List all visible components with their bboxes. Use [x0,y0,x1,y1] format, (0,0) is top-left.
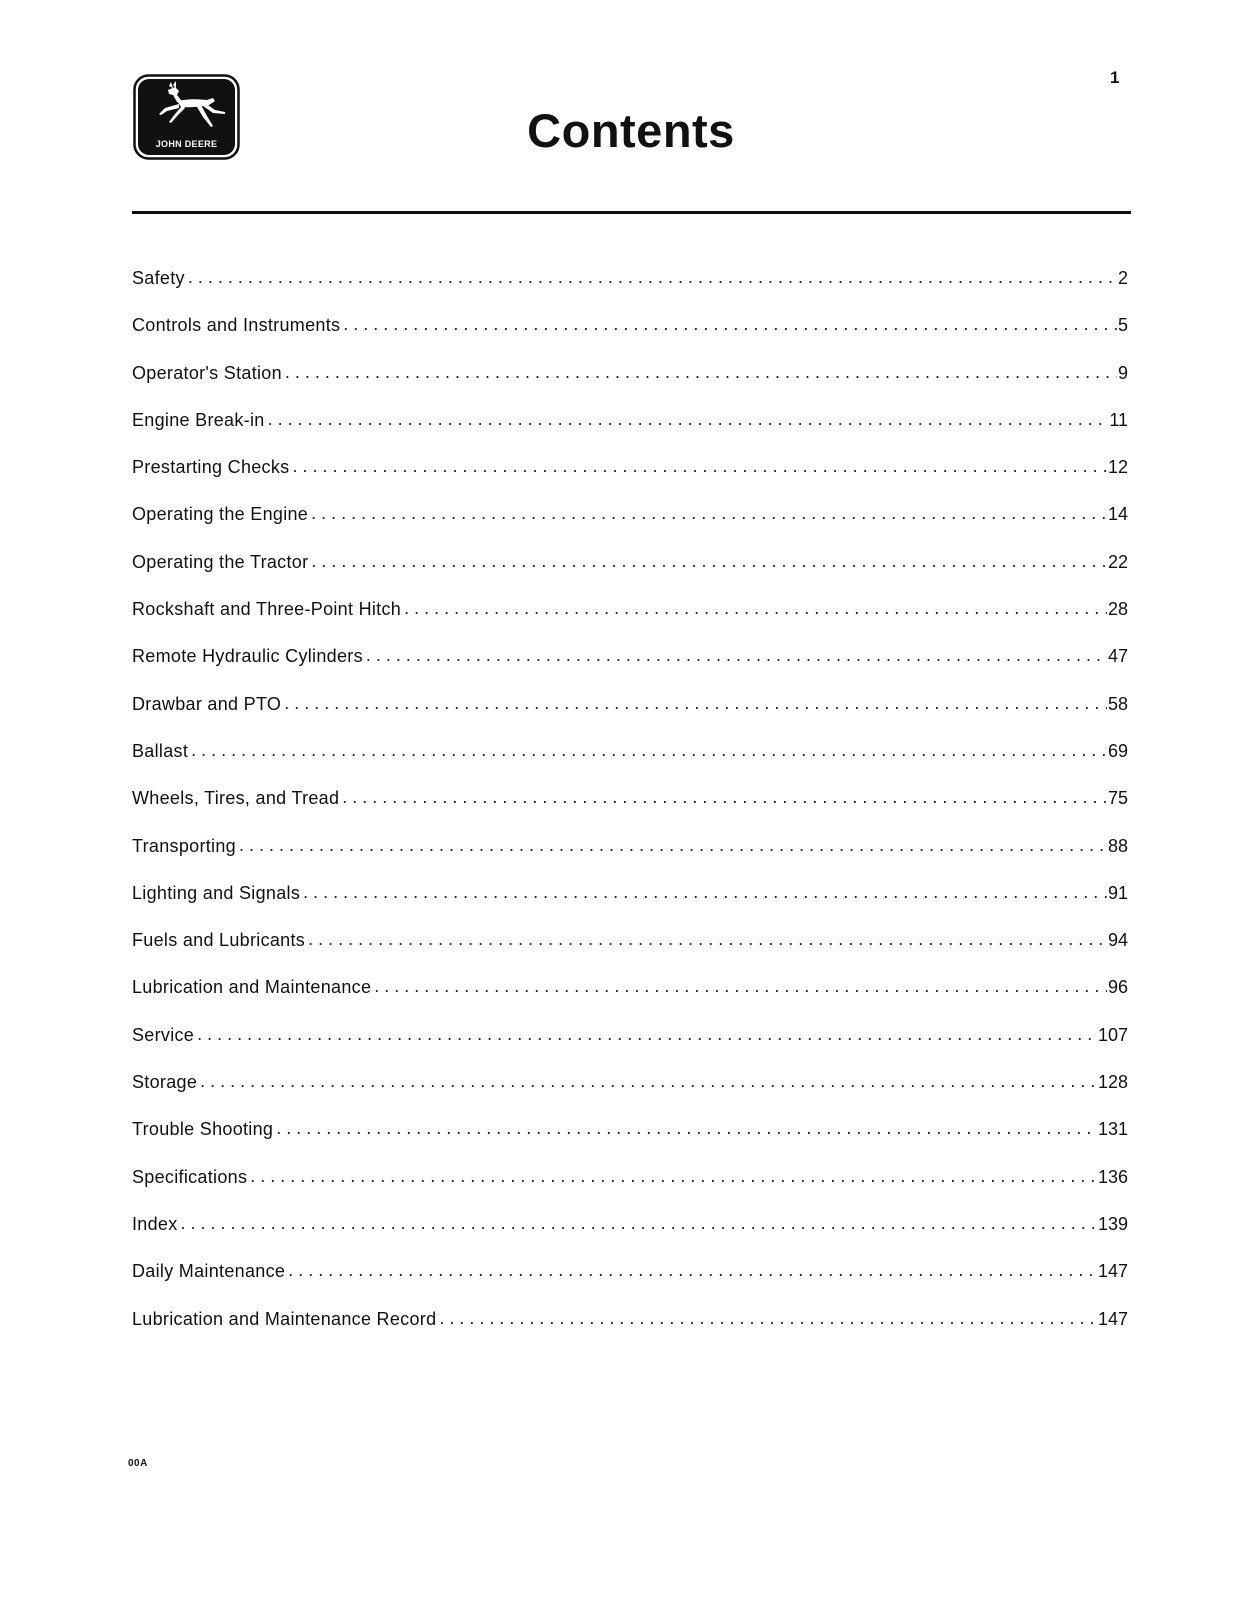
dot-leader [284,690,1107,716]
toc-entry-title: Transporting [132,835,236,856]
dot-leader [292,453,1107,479]
toc-entry[interactable] [132,360,1128,407]
dot-leader [188,264,1117,290]
dot-leader [288,1257,1097,1283]
toc-entry-page: 136 [1097,1166,1128,1187]
toc-entry-page: 2 [1117,268,1128,288]
toc-entry-title: Storage [132,1072,198,1093]
toc-entry-page: 9 [1117,362,1128,383]
toc-entry[interactable] [132,643,1128,690]
toc-entry[interactable] [132,1211,1128,1258]
toc-entry-page: 28 [1107,599,1128,620]
toc-entry-page: 14 [1107,504,1128,525]
toc-entry[interactable] [132,501,1128,548]
title-divider [132,211,1131,214]
toc-entry[interactable] [132,1306,1128,1353]
toc-entry-title: Controls and Instruments [132,315,341,336]
toc-entry[interactable] [132,265,1128,312]
toc-entry[interactable] [132,1116,1128,1163]
dot-leader [342,784,1107,810]
toc-entry-page: 47 [1107,646,1128,667]
toc-entry-title: Index [132,1213,178,1234]
dot-leader [311,500,1107,526]
dot-leader [311,548,1107,574]
dot-leader [374,973,1107,999]
toc-entry[interactable] [132,1022,1128,1069]
toc-entry-page: 11 [1109,409,1128,430]
dot-leader [285,359,1117,385]
toc-entry-title: Wheels, Tires, and Tread [132,788,340,809]
toc-entry[interactable] [132,596,1128,643]
table-of-contents [132,265,1128,1353]
toc-entry-page: 131 [1097,1119,1128,1140]
toc-entry-title: Lubrication and Maintenance Record [132,1308,437,1329]
toc-entry[interactable] [132,454,1128,501]
toc-entry-title: Operating the Engine [132,504,309,525]
toc-entry-title: Operating the Tractor [132,551,309,572]
toc-entry-page: 12 [1107,457,1128,478]
dot-leader [268,406,1109,432]
dot-leader [191,737,1107,763]
toc-entry-title: Safety [132,268,185,288]
toc-entry-page: 147 [1097,1308,1128,1329]
toc-entry-title: Daily Maintenance [132,1261,286,1282]
toc-entry[interactable] [132,312,1128,359]
dot-leader [239,832,1107,858]
toc-entry-page: 91 [1107,882,1128,903]
toc-entry[interactable] [132,1258,1128,1305]
toc-entry-page: 128 [1097,1072,1128,1093]
dot-leader [404,595,1107,621]
dot-leader [303,879,1107,905]
dot-leader [308,926,1107,952]
toc-entry-title: Trouble Shooting [132,1119,274,1140]
toc-entry-title: Specifications [132,1166,248,1187]
toc-entry[interactable] [132,738,1128,785]
toc-entry-page: 147 [1097,1261,1128,1282]
toc-entry-page: 88 [1107,835,1128,856]
toc-entry-page: 58 [1107,693,1128,714]
toc-entry-title: Drawbar and PTO [132,693,282,714]
toc-entry[interactable] [132,691,1128,738]
toc-entry-title: Ballast [132,740,189,761]
toc-entry[interactable] [132,974,1128,1021]
logo-text: JOHN DEERE [155,139,218,149]
page-number: 1 [1110,68,1120,87]
dot-leader [439,1305,1097,1331]
dot-leader [200,1068,1097,1094]
toc-entry-page: 107 [1097,1024,1128,1045]
toc-entry-title: Prestarting Checks [132,457,290,478]
toc-entry-title: Rockshaft and Three-Point Hitch [132,599,402,620]
dot-leader [366,642,1107,668]
toc-entry-title: Operator's Station [132,362,282,383]
toc-entry-title: Service [132,1024,195,1045]
dot-leader [276,1115,1097,1141]
dot-leader [181,1210,1097,1236]
toc-entry-page: 96 [1107,977,1128,998]
toc-entry[interactable] [132,549,1128,596]
toc-entry-title: Lighting and Signals [132,882,301,903]
toc-entry-title: Engine Break-in [132,409,265,430]
dot-leader [250,1163,1097,1189]
toc-entry[interactable] [132,1069,1128,1116]
toc-entry-title: Fuels and Lubricants [132,930,306,951]
toc-entry-title: Remote Hydraulic Cylinders [132,646,363,667]
page-title: Contents [527,104,735,157]
toc-entry[interactable] [132,785,1128,832]
dot-leader [197,1021,1097,1047]
toc-entry[interactable] [132,407,1128,454]
toc-entry-page: 69 [1107,740,1128,761]
toc-entry-page: 75 [1107,788,1128,809]
toc-entry-title: Lubrication and Maintenance [132,977,372,998]
toc-entry-page: 94 [1107,930,1128,951]
toc-entry[interactable] [132,833,1128,880]
toc-entry-page: 5 [1117,315,1128,336]
toc-entry-page: 22 [1107,551,1128,572]
toc-entry-page: 139 [1097,1213,1128,1234]
footer-code: 00A [128,1458,148,1469]
toc-entry[interactable] [132,880,1128,927]
toc-entry[interactable] [132,1164,1128,1211]
toc-entry[interactable] [132,927,1128,974]
dot-leader [343,311,1117,337]
